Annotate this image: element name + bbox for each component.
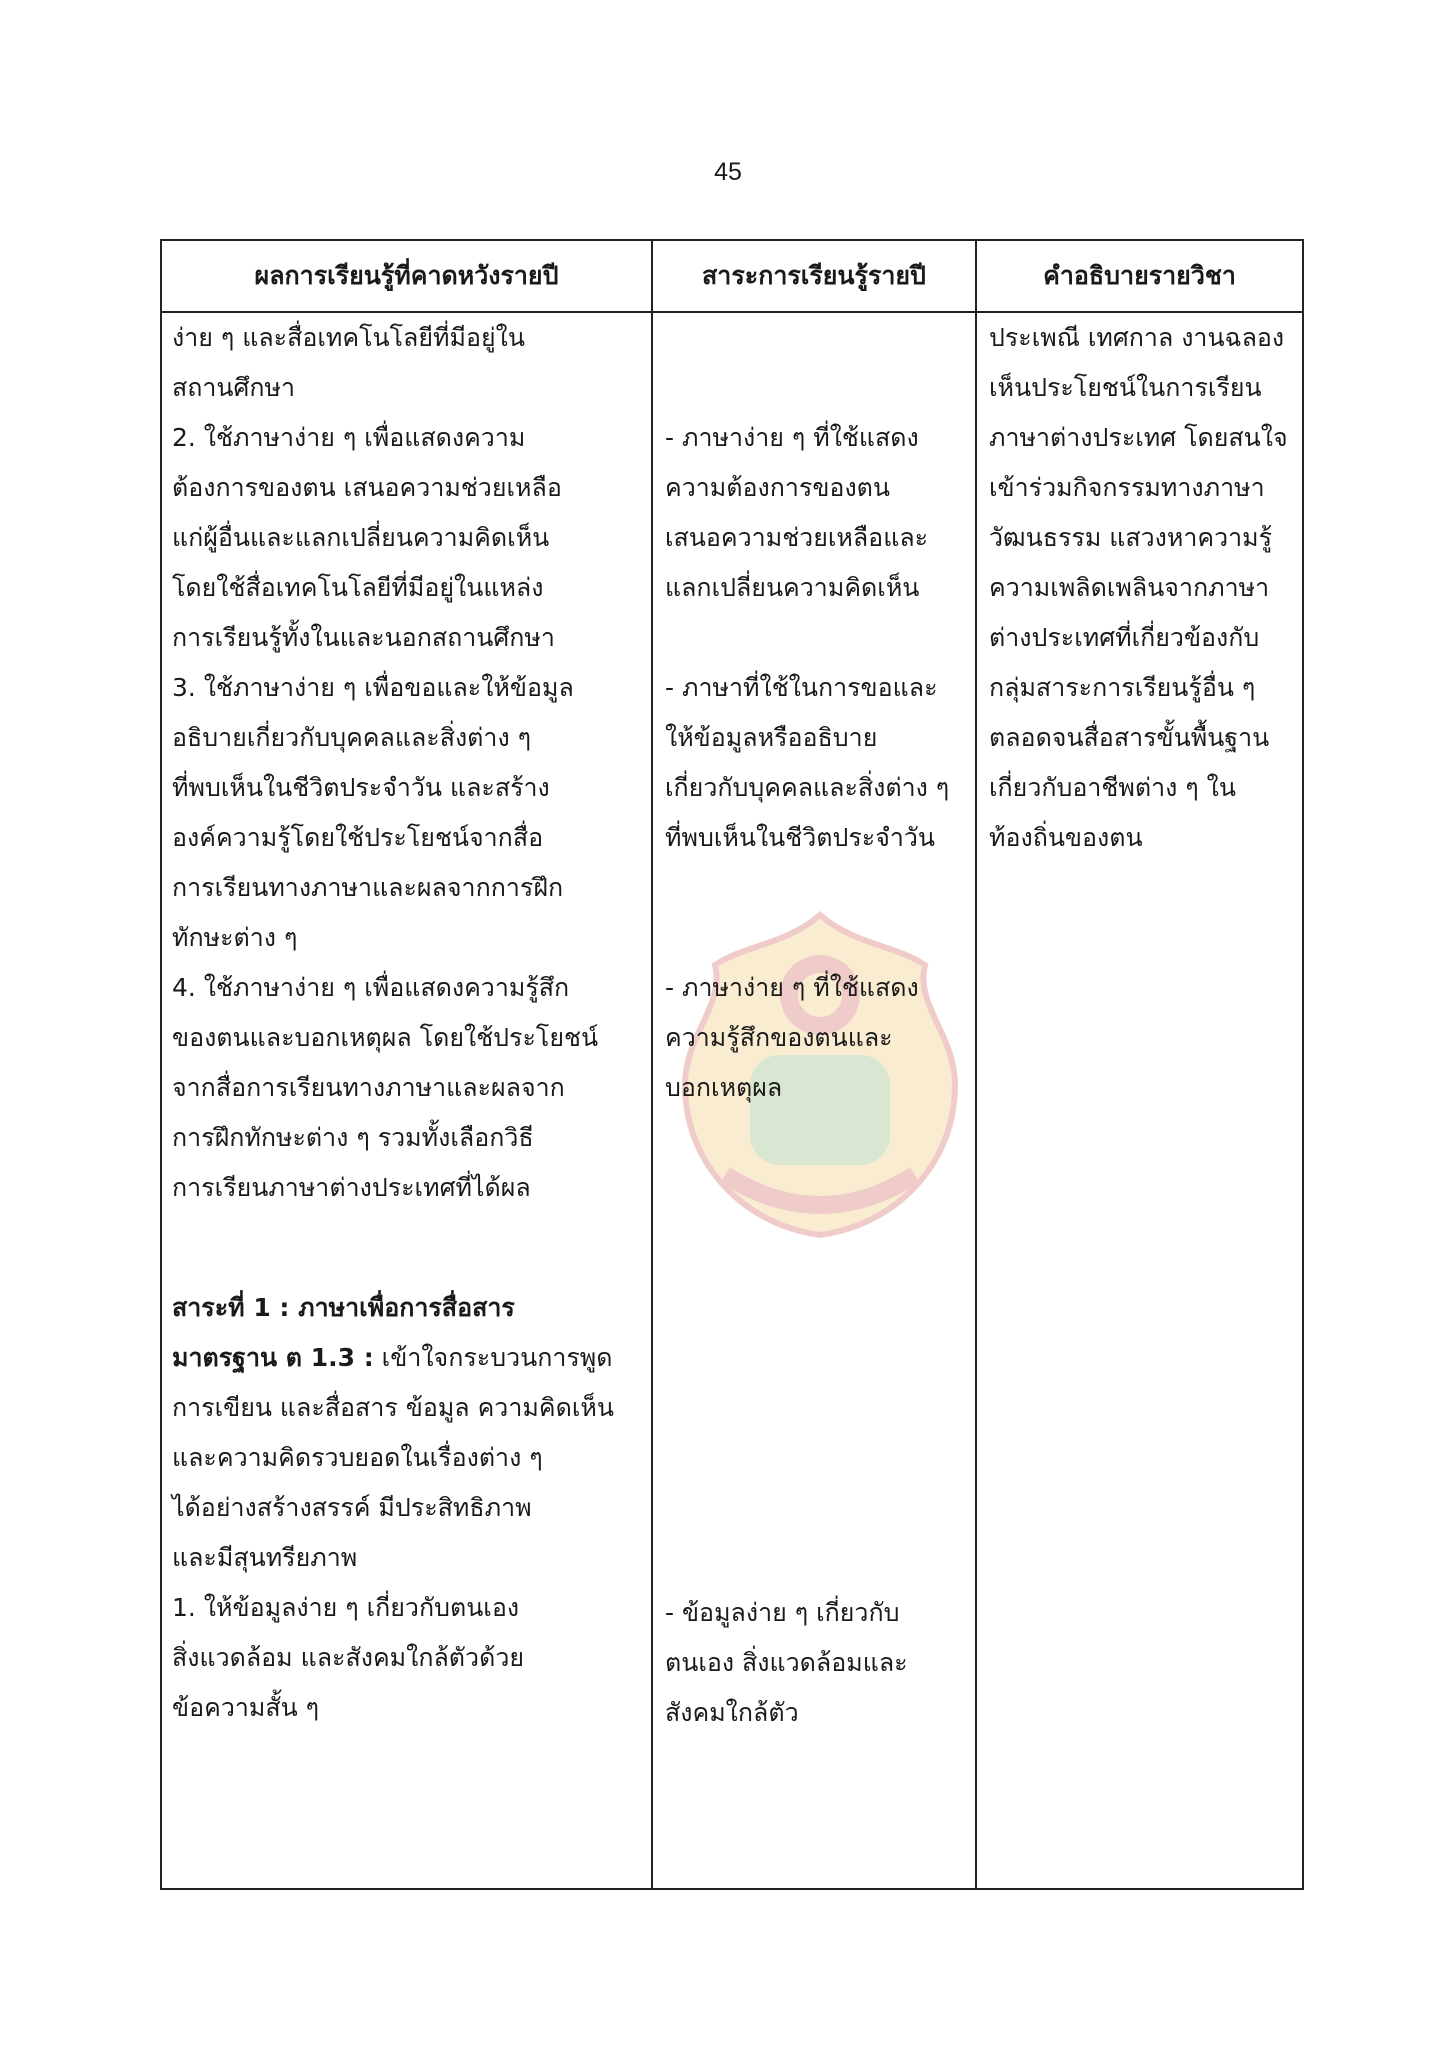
content-line: ให้ข้อมูลหรืออธิบาย [665,723,878,752]
outcome-line: การเรียนทางภาษาและผลจากการฝึก [172,873,564,902]
outcome-line: และความคิดรวบยอดในเรื่องต่าง ๆ [172,1443,543,1472]
outcome-line: 2. ใช้ภาษาง่าย ๆ เพื่อแสดงความ [172,423,526,452]
outcome-line: อธิบายเกี่ยวกับบุคคลและสิ่งต่าง ๆ [172,723,532,752]
content-line: เสนอความช่วยเหลือและ [665,523,929,552]
outcome-line: ต้องการของตน เสนอความช่วยเหลือ [172,473,562,502]
expected-outcomes-cell [162,313,651,1888]
outcome-line: สิ่งแวดล้อม และสังคมใกล้ตัวด้วย [172,1643,525,1672]
content-table [160,239,1304,1890]
standard-line [172,1333,613,1383]
description-line: ตลอดจนสื่อสารขั้นพื้นฐาน [989,723,1270,752]
content-line: สังคมใกล้ตัว [665,1698,799,1727]
description-line: ต่างประเทศที่เกี่ยวข้องกับ [989,623,1260,652]
header-course-description: คำอธิบายรายวิชา [975,241,1302,313]
outcome-line: การเขียน และสื่อสาร ข้อมูล ความคิดเห็น [172,1393,614,1422]
outcome-line: จากสื่อการเรียนทางภาษาและผลจาก [172,1073,565,1102]
description-line: ภาษาต่างประเทศ โดยสนใจ [989,423,1288,452]
outcome-line: ได้อย่างสร้างสรรค์ มีประสิทธิภาพ [172,1493,532,1522]
outcome-line: การเรียนรู้ทั้งในและนอกสถานศึกษา [172,623,555,652]
learning-content-cell [651,313,975,1888]
header-learning-content: สาระการเรียนรู้รายปี [651,241,975,313]
outcome-line: 3. ใช้ภาษาง่าย ๆ เพื่อขอและให้ข้อมูล [172,673,574,702]
description-line: วัฒนธรรม แสวงหาความรู้ [989,523,1273,552]
strand-heading: สาระที่ 1 : ภาษาเพื่อการสื่อสาร [172,1293,515,1322]
description-line: เห็นประโยชน์ในการเรียน [989,373,1262,402]
outcome-line: โดยใช้สื่อเทคโนโลยีที่มีอยู่ในแหล่ง [172,573,544,602]
description-line: เกี่ยวกับอาชีพต่าง ๆ ใน [989,773,1236,802]
content-line: - ภาษาง่าย ๆ ที่ใช้แสดง [665,973,919,1002]
outcome-line: และมีสุนทรียภาพ [172,1543,358,1572]
content-line: แลกเปลี่ยนความคิดเห็น [665,573,920,602]
content-line: บอกเหตุผล [665,1073,783,1102]
page-number: 45 [714,158,742,186]
outcome-line: ของตนและบอกเหตุผล โดยใช้ประโยชน์ [172,1023,599,1052]
description-line: ความเพลิดเพลินจากภาษา [989,573,1270,602]
description-line: กลุ่มสาระการเรียนรู้อื่น ๆ [989,673,1256,702]
content-line: เกี่ยวกับบุคคลและสิ่งต่าง ๆ [665,773,950,802]
outcome-line: 4. ใช้ภาษาง่าย ๆ เพื่อแสดงความรู้สึก [172,973,570,1002]
content-line: - ภาษาที่ใช้ในการขอและ [665,673,938,702]
outcome-line: การฝึกทักษะต่าง ๆ รวมทั้งเลือกวิธี [172,1123,534,1152]
description-line: ประเพณี เทศกาล งานฉลอง [989,323,1285,352]
outcome-line: ทักษะต่าง ๆ [172,923,298,952]
content-line: ตนเอง สิ่งแวดล้อมและ [665,1648,908,1677]
outcome-line: ง่าย ๆ และสื่อเทคโนโลยีที่มีอยู่ใน [172,323,525,352]
content-line: - ข้อมูลง่าย ๆ เกี่ยวกับ [665,1598,900,1627]
outcome-line: 1. ให้ข้อมูลง่าย ๆ เกี่ยวกับตนเอง [172,1593,520,1622]
course-description-cell [975,313,1302,1888]
description-line: เข้าร่วมกิจกรรมทางภาษา [989,473,1265,502]
standard-text: เข้าใจกระบวนการพูด [373,1343,613,1372]
outcome-line: ข้อความสั้น ๆ [172,1693,320,1722]
content-line: ความรู้สึกของตนและ [665,1023,893,1052]
outcome-line: แก่ผู้อื่นและแลกเปลี่ยนความคิดเห็น [172,523,550,552]
standard-label: มาตรฐาน ต 1.3 : [172,1343,374,1372]
content-line: ที่พบเห็นในชีวิตประจำวัน [665,823,936,852]
outcome-line: การเรียนภาษาต่างประเทศที่ได้ผล [172,1173,531,1202]
header-expected-outcomes: ผลการเรียนรู้ที่คาดหวังรายปี [162,241,651,313]
outcome-line: องค์ความรู้โดยใช้ประโยชน์จากสื่อ [172,823,544,852]
outcome-line: สถานศึกษา [172,373,296,402]
content-line: - ภาษาง่าย ๆ ที่ใช้แสดง [665,423,919,452]
outcome-line: ที่พบเห็นในชีวิตประจำวัน และสร้าง [172,773,550,802]
description-line: ท้องถิ่นของตน [989,823,1143,852]
content-line: ความต้องการของตน [665,473,890,502]
